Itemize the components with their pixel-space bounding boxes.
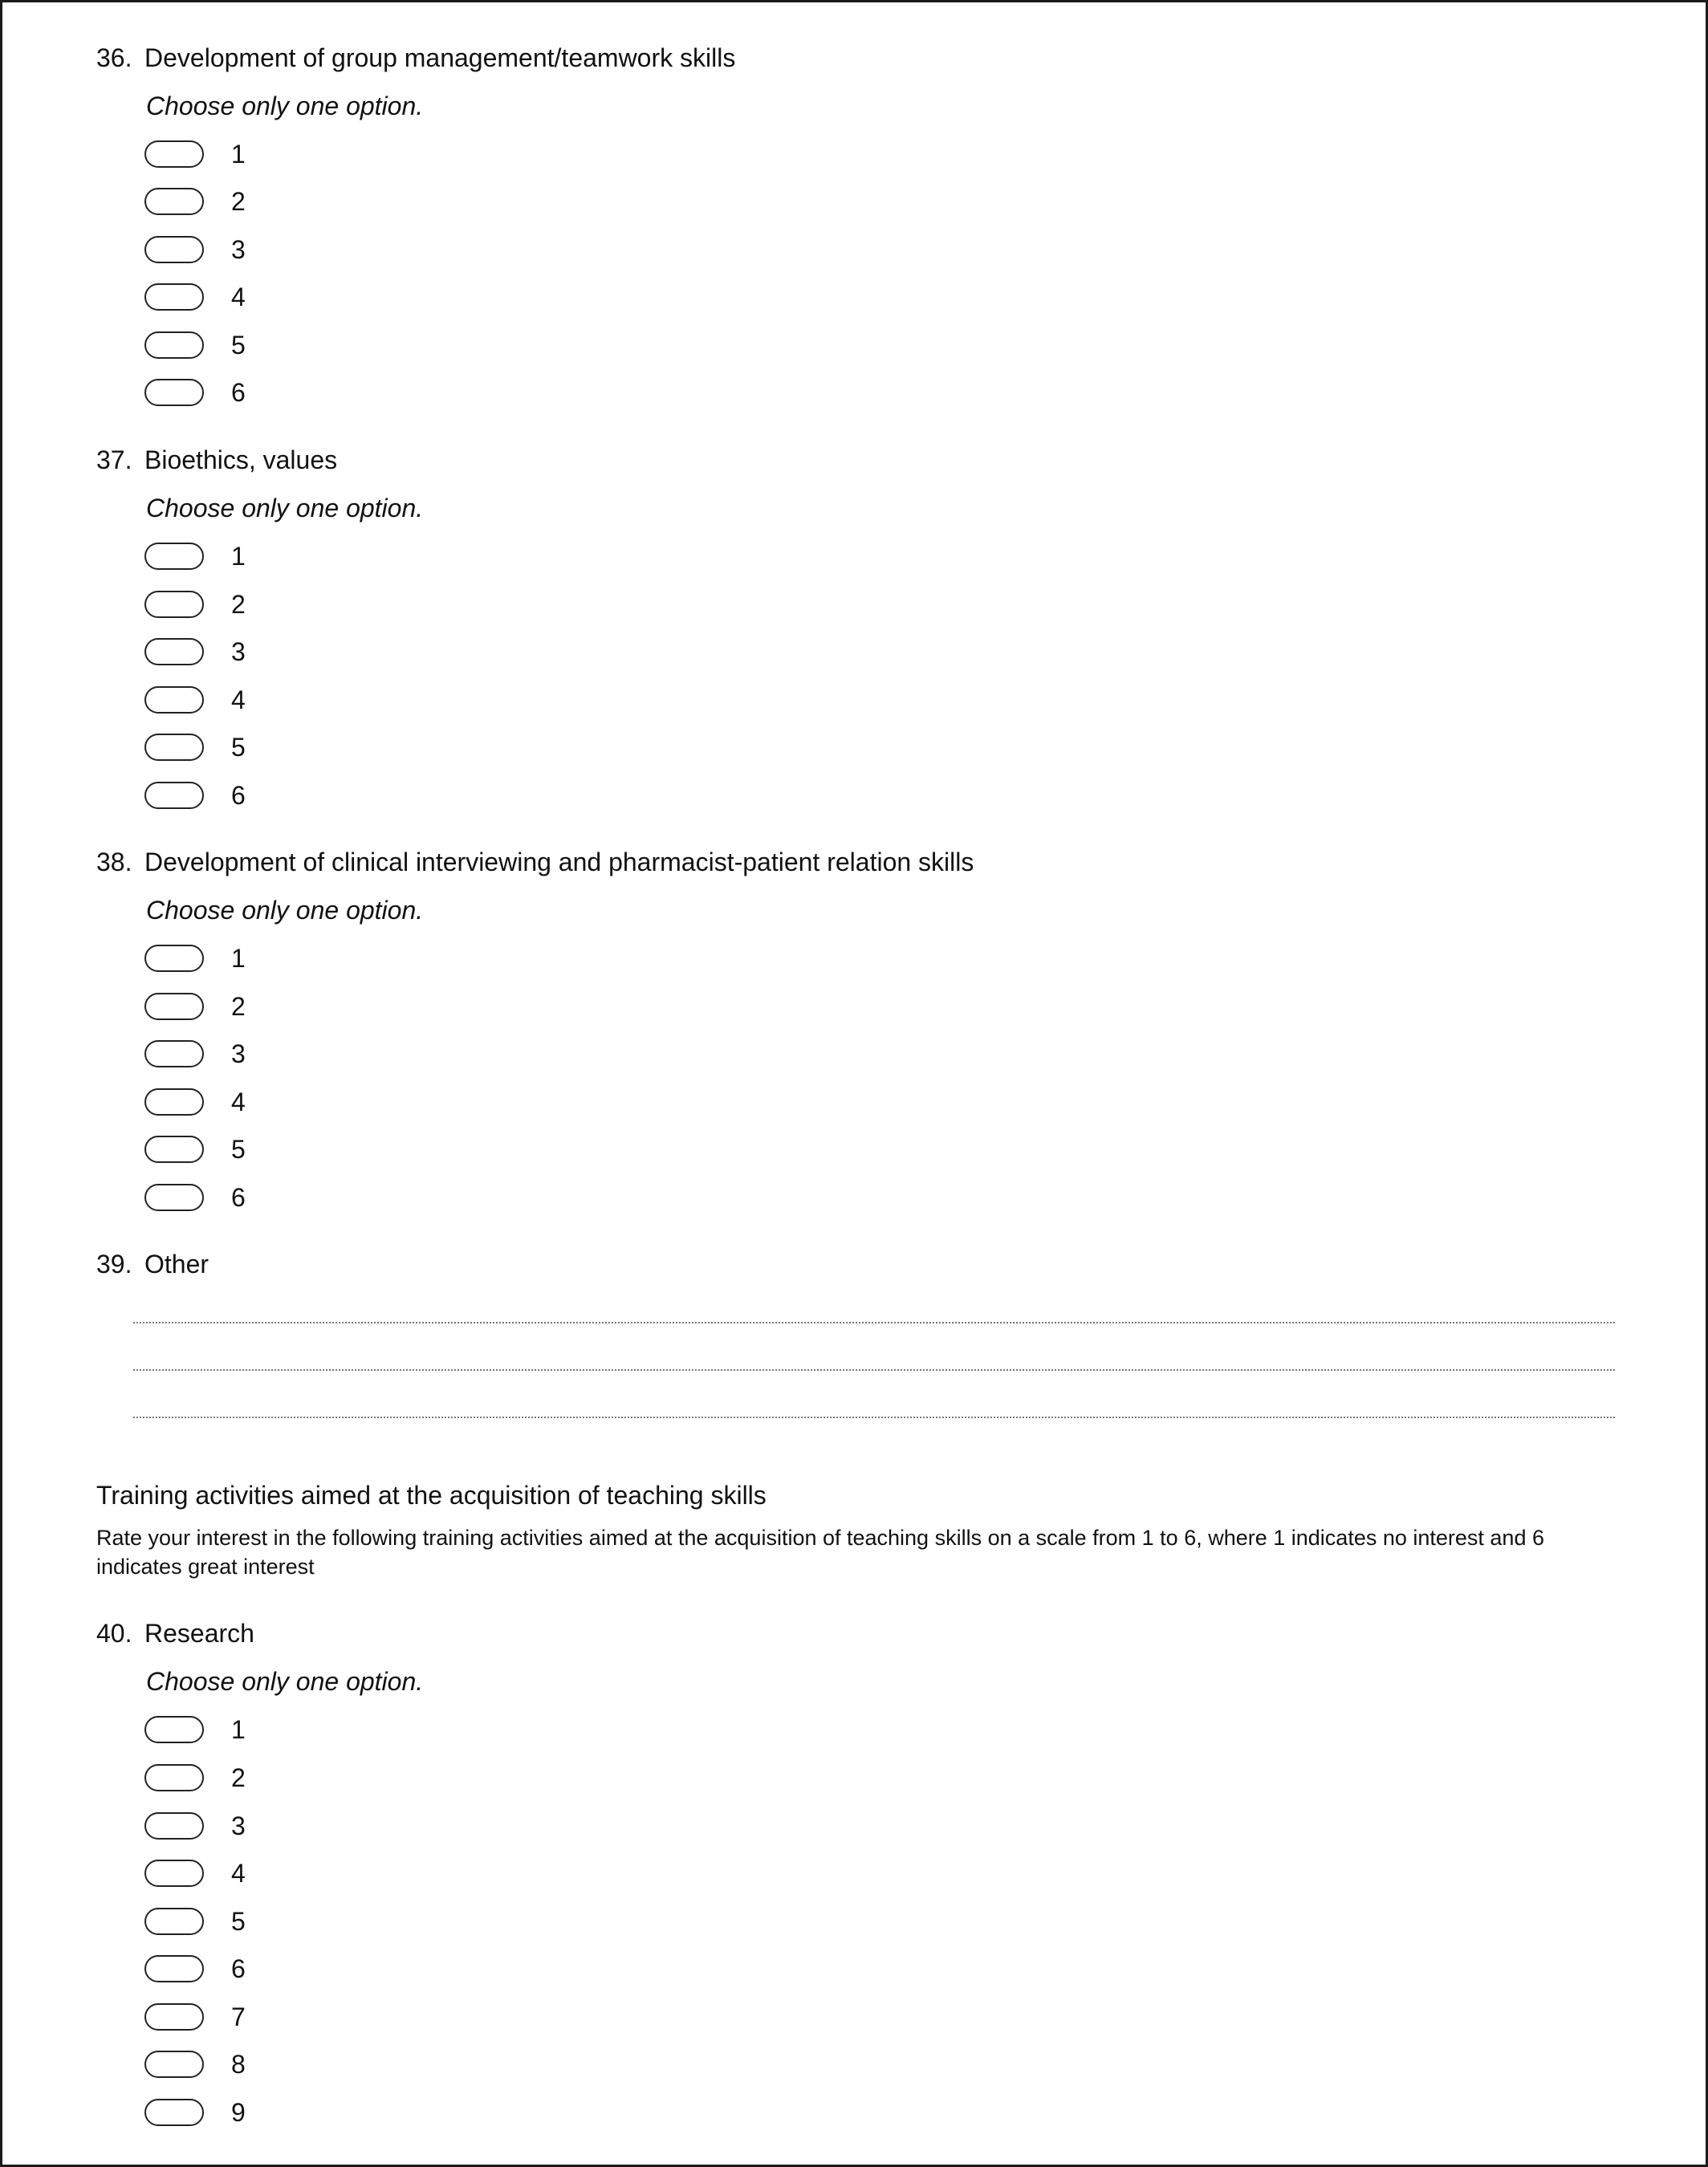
option-label: 2 (231, 187, 246, 216)
option-row[interactable] (144, 1810, 246, 1842)
option-label: 3 (231, 1811, 246, 1840)
radio-option[interactable] (144, 2003, 204, 2031)
radio-option[interactable] (144, 1184, 204, 1211)
question-36-title (96, 42, 735, 74)
option-label: 5 (231, 331, 246, 360)
answer-line (133, 1322, 1615, 1323)
option-row[interactable] (144, 636, 246, 668)
other-answer-line-2[interactable] (133, 1325, 1618, 1372)
option-label: 4 (231, 685, 246, 714)
option-row[interactable] (144, 779, 246, 811)
radio-option[interactable] (144, 331, 204, 359)
option-label: 4 (231, 1859, 246, 1888)
option-row[interactable] (144, 990, 246, 1023)
option-label: 1 (231, 944, 246, 973)
option-label: 2 (231, 1763, 246, 1792)
option-row[interactable] (144, 1038, 246, 1070)
option-label: 5 (231, 1135, 246, 1164)
question-40-instruction: Choose only one option. (146, 1667, 424, 1696)
question-number: 37. (96, 445, 132, 474)
option-label: 4 (231, 1088, 246, 1116)
radio-option[interactable] (144, 945, 204, 972)
radio-option[interactable] (144, 686, 204, 714)
option-row[interactable] (144, 234, 246, 266)
option-label: 9 (231, 2098, 246, 2127)
option-label: 6 (231, 1954, 246, 1983)
question-36-instruction: Choose only one option. (146, 91, 424, 120)
radio-option[interactable] (144, 1812, 204, 1840)
radio-option[interactable] (144, 2051, 204, 2078)
question-37-title (96, 444, 337, 476)
question-number: 39. (96, 1250, 132, 1279)
option-row[interactable] (144, 281, 246, 313)
option-row[interactable] (144, 731, 246, 763)
option-row[interactable] (144, 2001, 246, 2033)
option-row[interactable] (144, 329, 246, 361)
section-title: Training activities aimed at the acquisition of teaching skills (96, 1481, 767, 1510)
option-row[interactable] (144, 684, 246, 716)
option-row[interactable] (144, 1714, 246, 1746)
question-38-title (96, 846, 974, 878)
option-row[interactable] (144, 1857, 246, 1889)
radio-option[interactable] (144, 1088, 204, 1116)
question-text: Research (144, 1619, 254, 1648)
question-number: 40. (96, 1619, 132, 1648)
other-answer-line-1[interactable] (133, 1278, 1618, 1324)
option-label: 5 (231, 733, 246, 762)
option-label: 3 (231, 235, 246, 264)
option-label: 6 (231, 781, 246, 810)
radio-option[interactable] (144, 379, 204, 406)
radio-option[interactable] (144, 638, 204, 665)
option-label: 5 (231, 1907, 246, 1936)
question-number: 38. (96, 848, 132, 876)
radio-option[interactable] (144, 236, 204, 263)
option-row[interactable] (144, 1762, 246, 1794)
option-label: 4 (231, 283, 246, 311)
option-row[interactable] (144, 1953, 246, 1985)
option-label: 2 (231, 992, 246, 1021)
option-row[interactable] (144, 588, 246, 620)
question-text: Bioethics, values (144, 445, 338, 474)
radio-option[interactable] (144, 140, 204, 168)
option-label: 8 (231, 2050, 246, 2079)
radio-option[interactable] (144, 283, 204, 311)
other-answer-line-3[interactable] (133, 1372, 1618, 1419)
option-row[interactable] (144, 1133, 246, 1165)
radio-option[interactable] (144, 1716, 204, 1743)
option-row[interactable] (144, 540, 246, 572)
question-39-title (96, 1248, 209, 1280)
question-text: Development of group management/teamwork skills (144, 43, 736, 72)
radio-option[interactable] (144, 543, 204, 570)
radio-option[interactable] (144, 993, 204, 1020)
radio-option[interactable] (144, 188, 204, 215)
radio-option[interactable] (144, 1136, 204, 1163)
option-row[interactable] (144, 138, 246, 170)
radio-option[interactable] (144, 1860, 204, 1887)
radio-option[interactable] (144, 1764, 204, 1791)
answer-line (133, 1417, 1615, 1418)
question-40-title (96, 1617, 254, 1649)
option-label: 1 (231, 140, 246, 169)
option-row[interactable] (144, 942, 246, 974)
question-text: Development of clinical interviewing and pharmacist-patient relation skills (144, 848, 974, 876)
option-row[interactable] (144, 1905, 246, 1937)
option-row[interactable] (144, 2096, 246, 2128)
option-row[interactable] (144, 1181, 246, 1214)
question-text: Other (144, 1250, 209, 1279)
section-description: Rate your interest in the following training activities aimed at the acquisition of teaching skills on a scale from 1 to 6, where 1 indicates no interest and 6 indicates great interest (96, 1526, 1544, 1579)
radio-option[interactable] (144, 782, 204, 809)
radio-option[interactable] (144, 591, 204, 618)
option-label: 1 (231, 1715, 246, 1744)
question-37-instruction: Choose only one option. (146, 494, 424, 522)
question-38-instruction: Choose only one option. (146, 896, 424, 925)
radio-option[interactable] (144, 1908, 204, 1935)
question-number: 36. (96, 43, 132, 72)
option-label: 1 (231, 542, 246, 571)
option-label: 3 (231, 1039, 246, 1068)
radio-option[interactable] (144, 1955, 204, 1982)
option-row[interactable] (144, 185, 246, 218)
option-label: 6 (231, 378, 246, 407)
option-label: 6 (231, 1183, 246, 1212)
radio-option[interactable] (144, 1040, 204, 1067)
option-row[interactable] (144, 1086, 246, 1118)
option-label: 7 (231, 2002, 246, 2031)
option-row[interactable] (144, 376, 246, 409)
option-label: 2 (231, 590, 246, 619)
option-row[interactable] (144, 2048, 246, 2080)
option-label: 3 (231, 637, 246, 666)
answer-line (133, 1369, 1615, 1371)
radio-option[interactable] (144, 2099, 204, 2126)
radio-option[interactable] (144, 734, 204, 761)
